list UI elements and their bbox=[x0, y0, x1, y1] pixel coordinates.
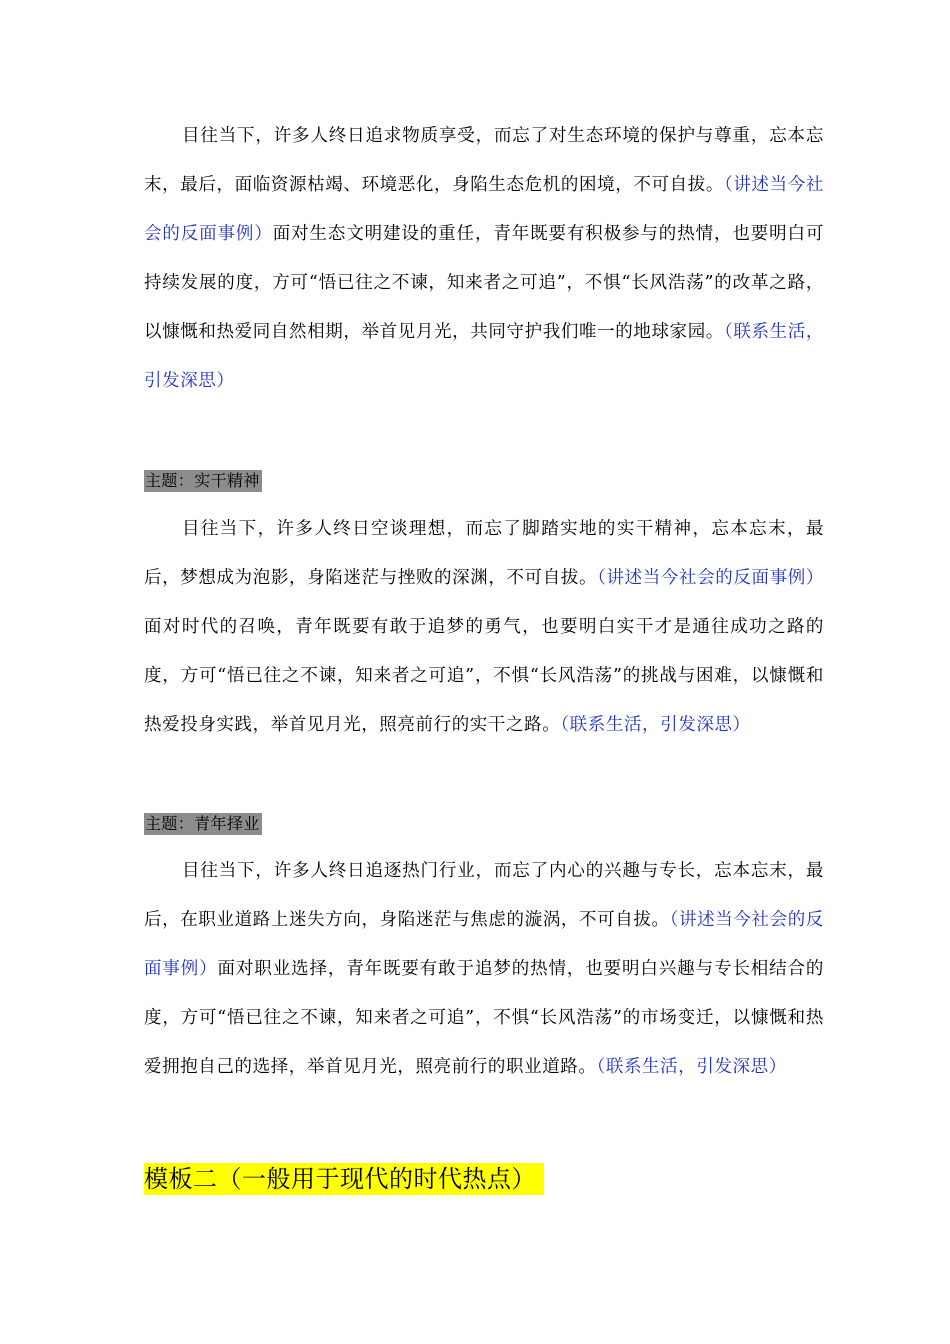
annotation-reflection: （联系生活，引发深思） bbox=[144, 322, 824, 391]
topic-label-practical-spirit: 主题：实干精神 bbox=[145, 471, 260, 490]
topic-label-career-choice: 主题：青年择业 bbox=[145, 814, 260, 833]
annotation-negative-example: （讲述当今社会的反面事例） bbox=[144, 910, 824, 979]
template-heading: 模板二（一般用于现代的时代热点） bbox=[144, 1163, 544, 1195]
paragraph-ecology bbox=[144, 112, 824, 406]
paragraph-career-choice bbox=[144, 847, 824, 1092]
paragraph-text: 目往当下，许多人终日空谈理想，而忘了脚踏实地的实干精神，忘本忘末，最后，梦想成为泡影，身陷迷茫与挫败的深渊，不可自拔。 bbox=[144, 519, 824, 588]
paragraph-text: 面对职业选择，青年既要有敢于追梦的热情，也要明白兴趣与专长相结合的度，方可“悟已往之不谏，知来者之可追”，不惧“长风浩荡”的市场变迁，以慷慨和热爱拥抱自己的选择，举首见月光，照亮前行的职业道路。 bbox=[144, 959, 824, 1077]
paragraph-practical-spirit bbox=[144, 505, 824, 750]
annotation-negative-example: （讲述当今社会的反面事例） bbox=[597, 568, 824, 588]
paragraph-text: 面对生态文明建设的重任，青年既要有积极参与的热情，也要明白可持续发展的度，方可“悟已往之不谏，知来者之可追”，不惧“长风浩荡”的改革之路，以慷慨和热爱同自然相期，举首见月光，共同守护我们唯一的地球家园。 bbox=[144, 224, 824, 342]
annotation-reflection: （联系生活，引发深思） bbox=[596, 1057, 787, 1077]
paragraph-text: 面对时代的召唤，青年既要有敢于追梦的勇气，也要明白实干才是通往成功之路的度，方可“悟已往之不谏，知来者之可追”，不惧“长风浩荡”的挑战与困难，以慷慨和热爱投身实践，举首见月光，照亮前行的实干之路。 bbox=[144, 617, 824, 735]
annotation-negative-example: （讲述当今社会的反面事例） bbox=[144, 175, 824, 244]
paragraph-text: 目往当下，许多人终日追求物质享受，而忘了对生态环境的保护与尊重，忘本忘末，最后，面临资源枯竭、环境恶化，身陷生态危机的困境，不可自拔。 bbox=[144, 126, 824, 195]
annotation-reflection: （联系生活，引发深思） bbox=[560, 715, 751, 735]
paragraph-text: 目往当下，许多人终日追逐热门行业，而忘了内心的兴趣与专长，忘本忘末，最后，在职业道路上迷失方向，身陷迷茫与焦虑的漩涡，不可自拔。 bbox=[144, 861, 824, 930]
